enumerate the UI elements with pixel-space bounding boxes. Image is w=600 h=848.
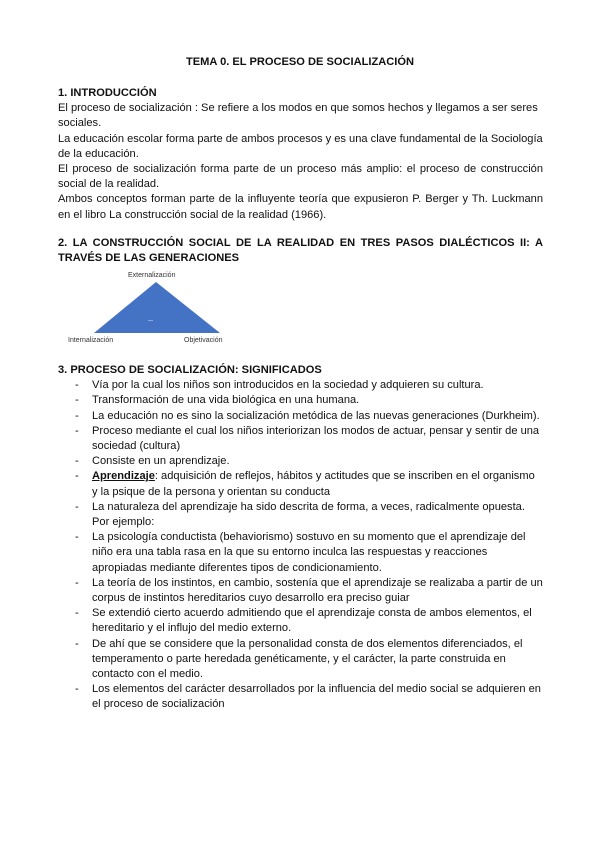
section-1-heading: 1. INTRODUCCIÓN bbox=[58, 87, 157, 99]
aprendizaje-definition: : adquisición de reflejos, hábitos y actitudes que se inscriben en el organismo y la psique de la persona y orientan su conducta bbox=[92, 470, 535, 498]
list-item: - Transformación de una vida biológica en una humana. bbox=[58, 393, 543, 408]
list-item: - De ahí que se considere que la personalidad consta de dos elementos diferenciados, el temperamento o parte heredada genéticamente, y el carácter, la parte construida en contacto con el medio. bbox=[58, 637, 543, 683]
list-item: - Se extendió cierto acuerdo admitiendo que el aprendizaje consta de ambos elementos, el hereditario y el influjo del medio externo. bbox=[58, 606, 543, 636]
diagram-center-label: — bbox=[148, 318, 153, 324]
diagram-top-label: Externalización bbox=[128, 272, 176, 279]
section-3-heading: 3. PROCESO DE SOCIALIZACIÓN: SIGNIFICADOS bbox=[58, 364, 322, 376]
list-item: - Consiste en un aprendizaje. bbox=[58, 454, 543, 469]
list-item: - La naturaleza del aprendizaje ha sido descrita de forma, a veces, radicalmente opuesta. Por ejemplo: bbox=[58, 500, 543, 530]
diagram-right-label: Objetivación bbox=[184, 337, 223, 344]
aprendizaje-term: Aprendizaje bbox=[92, 470, 155, 483]
intro-paragraph: Ambos conceptos forman parte de la influyente teoría que expusieron P. Berger y Th. Luckmann en el libro La construcción social de la realidad (1966). bbox=[58, 193, 543, 221]
list-item-aprendizaje bbox=[58, 469, 543, 499]
diagram-left-label: Internalización bbox=[68, 337, 114, 344]
section-construccion-social bbox=[58, 236, 543, 266]
list-item: - La teoría de los instintos, en cambio, sostenía que el aprendizaje se realizaba a partir de un corpus de instintos hereditarios cuyo desarrollo era preciso guiar bbox=[58, 576, 543, 606]
meanings-list bbox=[58, 378, 543, 712]
intro-paragraph: La educación escolar forma parte de ambos procesos y es una clave fundamental de la Sociología de la educación. bbox=[58, 132, 543, 160]
intro-paragraph: El proceso de socialización forma parte de un proceso más amplio: el proceso de construcción social de la realidad. bbox=[58, 163, 543, 191]
list-item: - Los elementos del carácter desarrollados por la influencia del medio social se adquieren en el proceso de socialización bbox=[58, 682, 543, 712]
list-item: - Proceso mediante el cual los niños interiorizan los modos de actuar, pensar y sentir de una sociedad (cultura) bbox=[58, 424, 543, 454]
list-item: - Vía por la cual los niños son introducidos en la sociedad y adquieren su cultura. bbox=[58, 378, 543, 393]
section-2-heading: 2. LA CONSTRUCCIÓN SOCIAL DE LA REALIDAD EN TRES PASOS DIALÉCTICOS II: A TRAVÉS DE LAS GENERACIONES bbox=[58, 237, 544, 265]
triangle-shape bbox=[94, 282, 220, 333]
list-item: - La educación no es sino la socialización metódica de las nuevas generaciones (Durkheim). bbox=[58, 409, 543, 424]
intro-paragraph: El proceso de socialización : Se refiere a los modos en que somos hechos y llegamos a ser seres sociales. bbox=[58, 102, 538, 130]
dialectic-triangle-diagram bbox=[64, 270, 254, 348]
list-item: - La psicología conductista (behaviorismo) sostuvo en su momento que el aprendizaje del niño era una tabla rasa en la que su entorno inculca las respuestas y reacciones apropiadas mediante diferentes tipos de condicionamiento. bbox=[58, 530, 543, 576]
document-title: TEMA 0. EL PROCESO DE SOCIALIZACIÓN bbox=[185, 56, 415, 68]
section-proceso-socializacion bbox=[58, 363, 543, 713]
section-introduccion bbox=[58, 86, 543, 223]
